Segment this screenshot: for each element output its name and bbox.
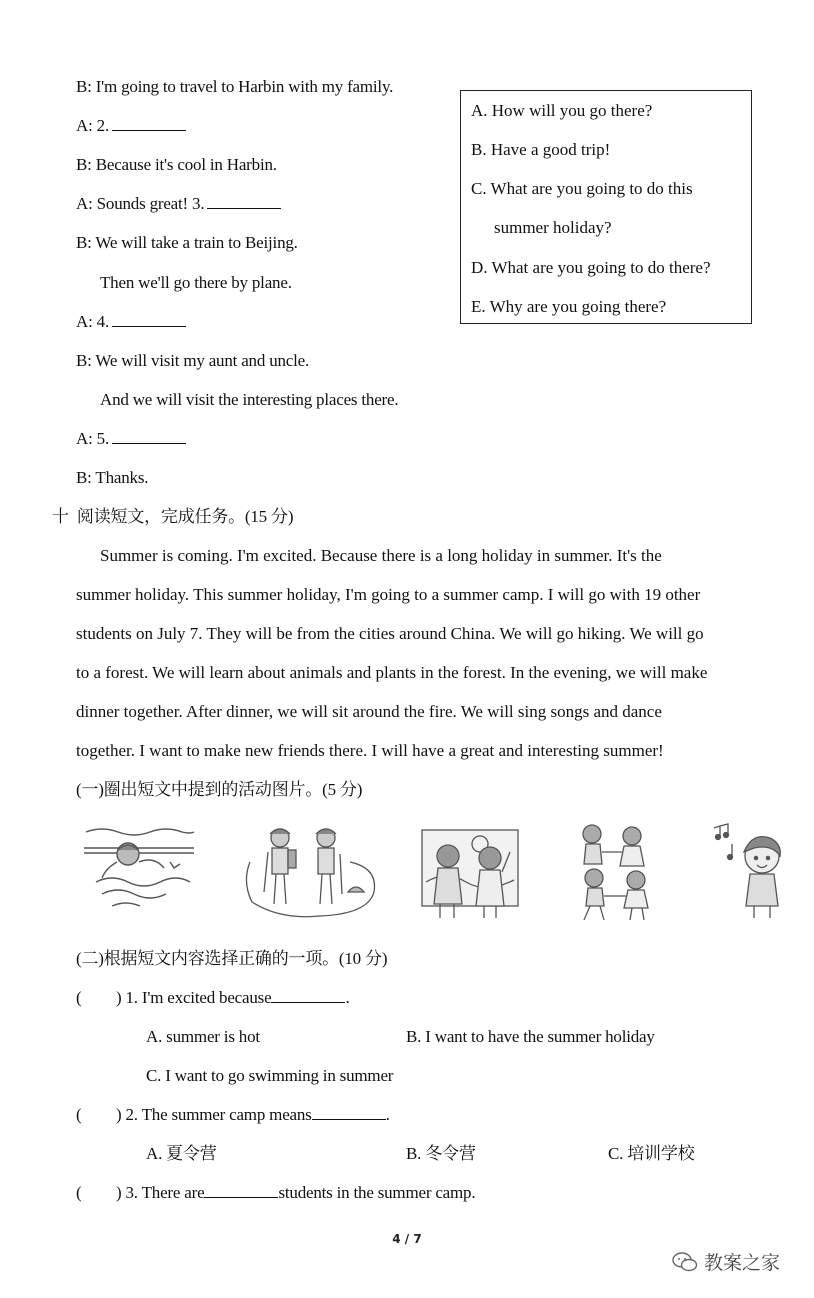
question-3 [76,1182,475,1204]
dialogue-a2 [76,115,186,137]
option-c-line2: summer holiday? [494,218,612,237]
option-c-line1: C. What are you going to do this [471,179,693,198]
singing-picture[interactable] [710,822,790,922]
dialogue-b5: B: Thanks. [76,468,149,487]
dialogue-a5 [76,428,186,450]
dialogue-a3 [76,193,281,215]
dialogue-a3-text: A: Sounds great! 3. [76,194,205,213]
dialogue-a5-text: A: 5. [76,429,110,448]
question-1 [76,987,350,1009]
dialogue-b4a: B: We will visit my aunt and uncle. [76,351,310,370]
dialogue-a4 [76,311,186,333]
painting-picture[interactable] [420,822,520,922]
answer-blank-3[interactable] [207,194,281,209]
dialogue-a2-text: A: 2. [76,116,110,135]
question-1-blank[interactable] [271,988,345,1003]
question-3-rest: students in the summer camp. [278,1183,476,1202]
option-b: B. Have a good trip! [471,140,611,159]
dialogue-b3a: B: We will take a train to Beijing. [76,233,298,252]
section-ten-heading [52,506,293,528]
watermark-text: 教案之家 [704,1252,781,1274]
option-d: D. What are you going to do there? [471,258,711,277]
page-number: 4 / 7 [392,1232,422,1246]
answer-blank-4[interactable] [112,312,186,327]
question-1-option-c[interactable]: C. I want to go swimming in summer [146,1066,394,1085]
question-2-end: . [385,1105,390,1124]
answer-paren-3[interactable]: ( [76,1183,82,1202]
dancing-picture[interactable] [574,822,658,922]
dialogue-a4-text: A: 4. [76,312,110,331]
dialogue-b2: B: Because it's cool in Harbin. [76,155,277,174]
passage-line-1: Summer is coming. I'm excited. Because there is a long holiday in summer. It's the [100,546,662,565]
question-1-option-b[interactable]: B. I want to have the summer holiday [406,1027,655,1046]
hiking-picture[interactable] [240,822,378,922]
answer-paren-2[interactable]: ( [76,1105,82,1124]
question-2-option-c[interactable]: C. 培训学校 [608,1144,695,1163]
question-2-option-b[interactable]: B. 冬令营 [406,1144,476,1163]
passage-line-2: summer holiday. This summer holiday, I'm going to a summer camp. I will go with 19 other [76,585,701,604]
question-2-option-a[interactable]: A. 夏令营 [146,1144,217,1163]
part-one-title: (一)圈出短文中提到的活动图片。(5 分) [76,780,363,799]
swimming-picture[interactable] [82,822,198,922]
passage-line-6: together. I want to make new friends there. I will have a great and interesting summer! [76,741,664,760]
question-1-end: . [345,988,350,1007]
question-2-blank[interactable] [312,1105,386,1120]
passage-line-3: students on July 7. They will be from the cities around China. We will go hiking. We will go [76,624,704,643]
dialogue-b3b: Then we'll go there by plane. [100,273,292,292]
question-3-blank[interactable] [204,1183,278,1198]
answer-paren-1[interactable]: ( [76,988,82,1007]
dialogue-b4b: And we will visit the interesting places there. [100,390,399,409]
answer-blank-5[interactable] [112,429,186,444]
watermark [672,1248,780,1275]
question-1-text: ) 1. I'm excited because [116,988,272,1007]
passage-line-4: to a forest. We will learn about animals and plants in the forest. In the evening, we will make [76,663,708,682]
section-title: 阅读短文，完成任务。(15 分) [76,507,294,526]
options-box [460,90,752,324]
answer-blank-2[interactable] [112,116,186,131]
wechat-icon [672,1251,698,1273]
question-2 [76,1104,390,1126]
question-1-option-a[interactable]: A. summer is hot [146,1027,260,1046]
passage-line-5: dinner together. After dinner, we will sit around the fire. We will sing songs and dance [76,702,662,721]
question-2-text: ) 2. The summer camp means [116,1105,312,1124]
option-a: A. How will you go there? [471,101,653,120]
section-number: 十 [52,507,69,526]
question-3-text: ) 3. There are [116,1183,205,1202]
part-two-title: (二)根据短文内容选择正确的一项。(10 分) [76,949,388,968]
option-e: E. Why are you going there? [471,297,667,316]
dialogue-b1: B: I'm going to travel to Harbin with my family. [76,77,394,96]
